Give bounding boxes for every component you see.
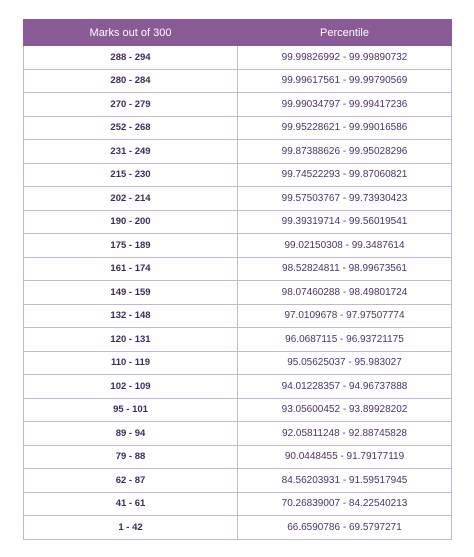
marks-range-cell: 215 - 230 [24,163,238,187]
marks-range-cell: 270 - 279 [24,93,238,117]
marks-range-cell: 175 - 189 [24,234,238,258]
marks-range-cell: 288 - 294 [24,46,238,70]
table-row [24,516,452,540]
marks-range-cell: 62 - 87 [24,469,238,493]
marks-range-cell: 202 - 214 [24,187,238,211]
table-row [24,163,452,187]
table-row [24,469,452,493]
marks-range-cell: 252 - 268 [24,116,238,140]
marks-percentile-table [23,19,452,540]
table-row [24,375,452,399]
marks-range-cell: 110 - 119 [24,351,238,375]
marks-range-cell: 231 - 249 [24,140,238,164]
table-row [24,492,452,516]
marks-range-cell: 102 - 109 [24,375,238,399]
table-body [24,46,452,540]
marks-range-cell: 190 - 200 [24,210,238,234]
marks-range-cell: 280 - 284 [24,69,238,93]
percentile-range-cell: 90.0448455 - 91.79177119 [238,445,452,469]
percentile-range-cell: 92.05811248 - 92.88745828 [238,422,452,446]
marks-range-cell: 79 - 88 [24,445,238,469]
table-row [24,304,452,328]
percentile-range-cell: 66.6590786 - 69.5797271 [238,516,452,540]
marks-range-cell: 120 - 131 [24,328,238,352]
header-percentile: Percentile [238,20,452,46]
table-row [24,187,452,211]
marks-range-cell: 95 - 101 [24,398,238,422]
percentile-range-cell: 99.57503767 - 99.73930423 [238,187,452,211]
table-row [24,210,452,234]
table-row [24,398,452,422]
table-row [24,257,452,281]
percentile-range-cell: 99.99826992 - 99.99890732 [238,46,452,70]
percentile-range-cell: 98.52824811 - 98.99673561 [238,257,452,281]
percentile-range-cell: 98.07460288 - 98.49801724 [238,281,452,305]
percentile-range-cell: 99.99617561 - 99.99790569 [238,69,452,93]
percentile-range-cell: 99.99034797 - 99.99417236 [238,93,452,117]
marks-range-cell: 89 - 94 [24,422,238,446]
marks-percentile-table-container [23,19,451,540]
percentile-range-cell: 99.02150308 - 99.3487614 [238,234,452,258]
table-row [24,116,452,140]
marks-range-cell: 149 - 159 [24,281,238,305]
marks-range-cell: 161 - 174 [24,257,238,281]
table-row [24,422,452,446]
header-marks: Marks out of 300 [24,20,238,46]
table-row [24,281,452,305]
percentile-range-cell: 99.95228621 - 99.99016586 [238,116,452,140]
table-header-row [24,20,452,46]
percentile-range-cell: 70.26839007 - 84.22540213 [238,492,452,516]
marks-range-cell: 1 - 42 [24,516,238,540]
table-row [24,234,452,258]
table-row [24,140,452,164]
table-row [24,445,452,469]
percentile-range-cell: 84.56203931 - 91.59517945 [238,469,452,493]
percentile-range-cell: 97.0109678 - 97.97507774 [238,304,452,328]
percentile-range-cell: 96.0687115 - 96.93721175 [238,328,452,352]
percentile-range-cell: 95.05625037 - 95.983027 [238,351,452,375]
table-row [24,69,452,93]
percentile-range-cell: 94.01228357 - 94.96737888 [238,375,452,399]
percentile-range-cell: 99.74522293 - 99.87060821 [238,163,452,187]
percentile-range-cell: 99.39319714 - 99.56019541 [238,210,452,234]
percentile-range-cell: 93.05600452 - 93.89928202 [238,398,452,422]
table-row [24,328,452,352]
percentile-range-cell: 99.87388626 - 99.95028296 [238,140,452,164]
marks-range-cell: 41 - 61 [24,492,238,516]
table-row [24,46,452,70]
marks-range-cell: 132 - 148 [24,304,238,328]
table-row [24,351,452,375]
table-row [24,93,452,117]
